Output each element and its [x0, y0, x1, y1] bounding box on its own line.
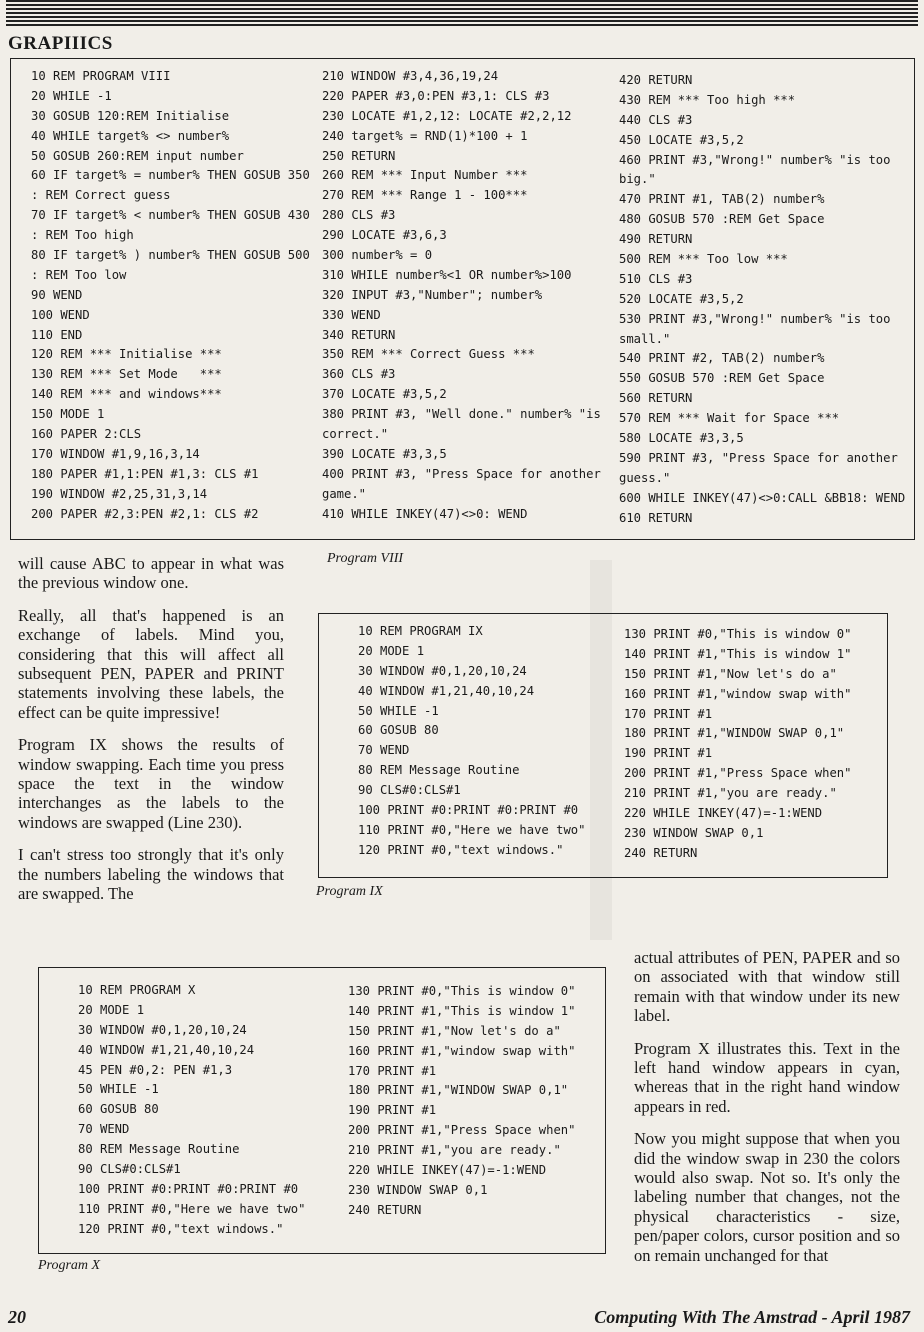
code-line: 230 LOCATE #1,2,12: LOCATE #2,2,12 — [322, 108, 572, 123]
code-line: 280 CLS #3 — [322, 208, 396, 223]
article-right-column — [634, 948, 900, 1278]
code-line: 160 PRINT #1,"window swap with" — [624, 686, 852, 701]
code-line: 170 PRINT #1 — [348, 1063, 437, 1078]
code-line: 300 number% = 0 — [322, 248, 433, 263]
code-line: 120 REM *** Initialise *** — [31, 347, 222, 362]
program-ix-caption: Program IX — [316, 884, 383, 899]
code-line: 200 PRINT #1,"Press Space when" — [624, 766, 852, 781]
code-line: 210 PRINT #1,"you are ready." — [624, 786, 837, 801]
code-line: 290 LOCATE #3,6,3 — [322, 228, 447, 243]
code-line: 530 PRINT #3,"Wrong!" number% "is too — [619, 311, 891, 326]
code-line: 590 PRINT #3, "Press Space for another — [619, 450, 898, 465]
program-viii-col1 — [31, 67, 310, 524]
article-paragraph: I can't stress too strongly that it's only the numbers labeling the windows that are swapped. The — [18, 845, 284, 904]
code-line: 370 LOCATE #3,5,2 — [322, 387, 447, 402]
code-line: 580 LOCATE #3,3,5 — [619, 431, 744, 446]
code-line: 520 LOCATE #3,5,2 — [619, 291, 744, 306]
article-paragraph: Now you might suppose that when you did the window swap in 230 the colors would also swap. Not so. It's only the labeling number that changes, not the physical characteristics - size, pen/paper colors, cursor position and so on remain unchanged for that — [634, 1129, 900, 1265]
code-line: 470 PRINT #1, TAB(2) number% — [619, 192, 825, 207]
code-line: 150 MODE 1 — [31, 407, 105, 422]
code-line: 140 PRINT #1,"This is window 1" — [348, 1003, 576, 1018]
code-line: 600 WHILE INKEY(47)<>0:CALL &BB18: WEND — [619, 490, 906, 505]
code-line: 130 PRINT #0,"This is window 0" — [624, 627, 852, 641]
code-line: 10 REM PROGRAM X — [78, 983, 196, 997]
code-line: 270 REM *** Range 1 - 100*** — [322, 188, 528, 203]
header-rule — [6, 0, 918, 26]
code-line: 220 WHILE INKEY(47)=-1:WEND — [348, 1163, 547, 1178]
program-viii-col3 — [619, 71, 905, 528]
code-line: 400 PRINT #3, "Press Space for another — [322, 466, 601, 481]
code-line: 220 WHILE INKEY(47)=-1:WEND — [624, 806, 823, 821]
code-line: 120 PRINT #0,"text windows." — [358, 842, 564, 857]
code-line: 50 GOSUB 260:REM input number — [31, 148, 244, 163]
code-line: 80 REM Message Routine — [358, 763, 520, 778]
code-line: 40 WHILE target% <> number% — [31, 128, 230, 143]
code-line: 450 LOCATE #3,5,2 — [619, 132, 744, 147]
code-line: 170 WINDOW #1,9,16,3,14 — [31, 446, 200, 461]
code-line: 30 GOSUB 120:REM Initialise — [31, 108, 230, 123]
code-line: 250 RETURN — [322, 148, 396, 163]
code-line: 180 PAPER #1,1:PEN #1,3: CLS #1 — [31, 466, 259, 481]
code-line: 150 PRINT #1,"Now let's do a" — [348, 1023, 561, 1038]
code-line: 70 IF target% < number% THEN GOSUB 430 — [31, 208, 310, 223]
code-line: 200 PRINT #1,"Press Space when" — [348, 1123, 576, 1138]
code-line: 190 PRINT #1 — [348, 1103, 437, 1118]
code-line: 40 WINDOW #1,21,40,10,24 — [358, 683, 535, 698]
code-line: 160 PAPER 2:CLS — [31, 427, 142, 442]
section-title: GRAPIIICS — [8, 33, 113, 54]
code-line: small." — [619, 331, 671, 346]
code-line: 240 RETURN — [624, 845, 698, 860]
code-line: 140 PRINT #1,"This is window 1" — [624, 646, 852, 661]
code-line: 230 WINDOW SWAP 0,1 — [624, 825, 764, 840]
code-line: 150 PRINT #1,"Now let's do a" — [624, 666, 837, 681]
code-line: 410 WHILE INKEY(47)<>0: WEND — [322, 506, 528, 521]
code-line: 110 PRINT #0,"Here we have two" — [78, 1201, 306, 1216]
code-line: : REM Too high — [31, 228, 134, 243]
program-x-caption: Program X — [38, 1258, 101, 1273]
code-line: 360 CLS #3 — [322, 367, 396, 382]
code-line: 480 GOSUB 570 :REM Get Space — [619, 212, 825, 227]
code-line: 110 PRINT #0,"Here we have two" — [358, 822, 586, 837]
program-viii-col2 — [322, 67, 601, 524]
program-ix-col1 — [358, 622, 585, 861]
code-line: 130 REM *** Set Mode *** — [31, 367, 222, 382]
code-line: 540 PRINT #2, TAB(2) number% — [619, 351, 825, 366]
code-line: 130 PRINT #0,"This is window 0" — [348, 984, 576, 998]
code-line: 140 REM *** and windows*** — [31, 387, 222, 402]
code-line: 160 PRINT #1,"window swap with" — [348, 1043, 576, 1058]
code-line: 190 PRINT #1 — [624, 746, 713, 761]
code-line: 40 WINDOW #1,21,40,10,24 — [78, 1042, 255, 1057]
code-line: 340 RETURN — [322, 327, 396, 342]
code-line: 570 REM *** Wait for Space *** — [619, 411, 840, 426]
code-line: 30 WINDOW #0,1,20,10,24 — [358, 663, 527, 678]
code-line: 90 CLS#0:CLS#1 — [78, 1162, 181, 1177]
code-line: 420 RETURN — [619, 73, 693, 87]
code-line: 330 WEND — [322, 307, 381, 322]
article-paragraph: Program IX shows the results of window swapping. Each time you press space the text in the window interchanges as the labels to the windows are swapped (Line 230). — [18, 735, 284, 832]
program-viii-caption: Program VIII — [327, 551, 404, 566]
code-line: 30 WINDOW #0,1,20,10,24 — [78, 1022, 247, 1037]
code-line: 60 GOSUB 80 — [78, 1102, 159, 1117]
code-line: 20 WHILE -1 — [31, 88, 112, 103]
program-x-col2 — [348, 982, 575, 1221]
code-line: 230 WINDOW SWAP 0,1 — [348, 1182, 488, 1197]
code-line: 190 WINDOW #2,25,31,3,14 — [31, 486, 208, 501]
code-line: : REM Correct guess — [31, 188, 171, 203]
code-line: 390 LOCATE #3,3,5 — [322, 446, 447, 461]
code-line: 610 RETURN — [619, 510, 693, 525]
code-line: 70 WEND — [358, 743, 410, 758]
code-line: 10 REM PROGRAM IX — [358, 624, 483, 638]
code-line: 180 PRINT #1,"WINDOW SWAP 0,1" — [624, 726, 845, 741]
code-line: 100 PRINT #0:PRINT #0:PRINT #0 — [358, 803, 579, 818]
article-paragraph: Really, all that's happened is an exchange of labels. Mind you, considering that this will affect all subsequent PEN, PAPER and PRINT statements involving these labels, the effect can be quite impressive! — [18, 605, 284, 722]
code-line: 220 PAPER #3,0:PEN #3,1: CLS #3 — [322, 88, 550, 103]
code-line: 20 MODE 1 — [78, 1002, 145, 1017]
code-line: 320 INPUT #3,"Number"; number% — [322, 287, 543, 302]
page-number: 20 — [8, 1307, 26, 1327]
code-line: 100 PRINT #0:PRINT #0:PRINT #0 — [78, 1181, 299, 1196]
code-line: 110 END — [31, 327, 83, 342]
code-line: 80 IF target% ) number% THEN GOSUB 500 — [31, 248, 310, 263]
code-line: 200 PAPER #2,3:PEN #2,1: CLS #2 — [31, 506, 259, 521]
magazine-footer: Computing With The Amstrad - April 1987 — [594, 1307, 910, 1327]
code-line: 20 MODE 1 — [358, 643, 425, 658]
code-line: 510 CLS #3 — [619, 271, 693, 286]
code-line: 170 PRINT #1 — [624, 706, 713, 721]
article-paragraph: actual attributes of PEN, PAPER and so on associated with that window still remain with that window under its new label. — [634, 948, 900, 1026]
code-line: 260 REM *** Input Number *** — [322, 168, 528, 183]
code-line: 45 PEN #0,2: PEN #1,3 — [78, 1062, 233, 1077]
code-line: 10 REM PROGRAM VIII — [31, 69, 171, 83]
code-line: 180 PRINT #1,"WINDOW SWAP 0,1" — [348, 1083, 569, 1098]
code-line: 560 RETURN — [619, 391, 693, 406]
article-paragraph: will cause ABC to appear in what was the previous window one. — [18, 554, 284, 593]
code-line: 90 CLS#0:CLS#1 — [358, 783, 461, 798]
program-ix-col2 — [624, 625, 851, 864]
code-line: 50 WHILE -1 — [358, 703, 439, 718]
article-paragraph: Program X illustrates this. Text in the left hand window appears in cyan, whereas that in the right hand window appears in red. — [634, 1038, 900, 1116]
code-line: big." — [619, 172, 656, 187]
code-line: 240 RETURN — [348, 1202, 422, 1217]
code-line: 460 PRINT #3,"Wrong!" number% "is too — [619, 152, 891, 167]
article-left-column — [18, 554, 284, 917]
code-line: 210 WINDOW #3,4,36,19,24 — [322, 69, 499, 83]
code-line: 310 WHILE number%<1 OR number%>100 — [322, 267, 572, 282]
code-line: guess." — [619, 470, 671, 485]
code-line: 60 IF target% = number% THEN GOSUB 350 — [31, 168, 310, 183]
code-line: 120 PRINT #0,"text windows." — [78, 1221, 284, 1236]
program-x-col1 — [78, 981, 305, 1240]
code-line: 490 RETURN — [619, 232, 693, 247]
code-line: correct." — [322, 427, 389, 442]
code-line: game." — [322, 486, 367, 501]
code-line: 380 PRINT #3, "Well done." number% "is — [322, 407, 601, 422]
code-line: 500 REM *** Too low *** — [619, 252, 788, 267]
code-line: : REM Too low — [31, 267, 127, 282]
code-line: 80 REM Message Routine — [78, 1142, 240, 1157]
code-line: 100 WEND — [31, 307, 90, 322]
code-line: 70 WEND — [78, 1122, 130, 1137]
code-line: 440 CLS #3 — [619, 112, 693, 127]
code-line: 90 WEND — [31, 287, 83, 302]
code-line: 550 GOSUB 570 :REM Get Space — [619, 371, 825, 386]
code-line: 240 target% = RND(1)*100 + 1 — [322, 128, 528, 143]
code-line: 210 PRINT #1,"you are ready." — [348, 1143, 561, 1158]
code-line: 60 GOSUB 80 — [358, 723, 439, 738]
code-line: 350 REM *** Correct Guess *** — [322, 347, 535, 362]
code-line: 430 REM *** Too high *** — [619, 92, 796, 107]
code-line: 50 WHILE -1 — [78, 1082, 159, 1097]
